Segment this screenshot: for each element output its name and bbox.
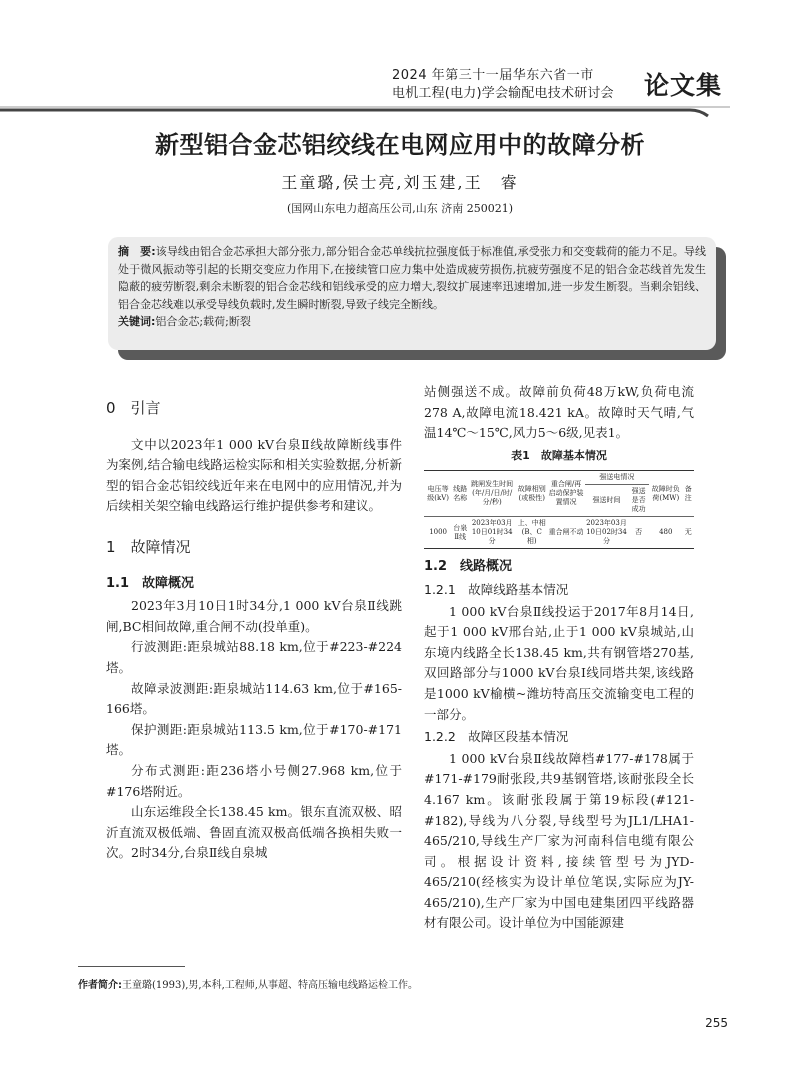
table-cell: 2023年03月10日01时34分 — [471, 519, 513, 546]
keywords-text: 铝合金芯;载荷;断裂 — [155, 315, 251, 329]
fault-section-paragraph: 1 000 kV台泉Ⅱ线故障档#177-#178属于#171-#179耐张段,共9基钢管塔,该耐张段全长4.167 km。该耐张段属于第19标段(#121-#182),导线为八分裂,导线型号为JL1/LHA1-465/210,导线生产厂家为河南科信电缆有限公司。根据设计资料,接续管型号为JYD-465/210(经核实为设计单位笔误,实际应为JY-465/210),生产厂家为中国电建集团四平线路器材有限公司。设计单位为中国能源建 — [424, 750, 694, 931]
traveling-wave-paragraph: 行波测距:距泉城站88.18 km,位于#223-#224塔。 — [106, 639, 402, 675]
abstract-box — [108, 237, 716, 350]
subsection-heading-line-overview: 1.2 线路概况 — [424, 559, 513, 575]
table-cell: 无 — [684, 528, 692, 537]
distributed-ranging-paragraph: 分布式测距:距236塔小号侧27.968 km,位于#176塔附近。 — [106, 762, 402, 799]
line-basics-paragraph: 1 000 kV台泉Ⅱ线投运于2017年8月14日,起于1 000 kV邢台站,止于1 000 kV泉城站,山东境内线路全长138.45 km,共有钢管塔270基,双回路部分与1000 kV台泉Ⅰ线同塔共架,该线路是1000 kV榆横~潍坊特高压交流输变电工程的一部分。 — [424, 603, 694, 722]
table-cell: 否 — [635, 528, 643, 537]
subsection-heading-fault-overview: 1.1 故障概况 — [106, 575, 195, 591]
author-affiliation: (国网山东电力超高压公司,山东 济南 250021) — [286, 202, 514, 215]
left-column — [106, 384, 402, 864]
table-header-fault-phase: 故障相别(或极性) — [517, 484, 546, 502]
table-subheader-success: 强送是否成功 — [628, 485, 649, 517]
intro-paragraph: 文中以2023年1 000 kV台泉Ⅱ线故障断线事件为案例,结合输电线路运检实际和相关实验数据,分析新型的铝合金芯铝绞线近年来在电网中的应用情况,并为后续相关架空输电线路运行维护提供参考和建议。 — [106, 436, 402, 514]
table-subheader-time: 强送时间 — [585, 485, 629, 517]
footnote-text: 王童璐(1993),男,本科,工程师,从事超、特高压输电线路运检工作。 — [122, 980, 418, 991]
footnote-rule — [78, 966, 185, 967]
keywords-label: 关键词: — [118, 315, 156, 329]
abstract-paragraph — [118, 243, 706, 313]
table-cell: 480 — [659, 528, 673, 537]
fault-event-paragraph: 2023年3月10日1时34分,1 000 kV台泉Ⅱ线跳闸,BC相间故障,重合闸不动(投单重)。 — [106, 598, 402, 634]
running-head-symposium: 电机工程(电力)学会输配电技术研讨会 — [392, 86, 614, 101]
dc-commutation-paragraph: 山东运维段全长138.45 km。银东直流双极、昭沂直流双极低端、鲁固直流双极高低端各换相失败一次。2时34分,台泉Ⅱ线自泉城 — [106, 804, 402, 861]
paper-title: 新型铝合金芯铝绞线在电网应用中的故障分析 — [155, 131, 645, 159]
subsubsection-heading-fault-section: 1.2.2 故障区段基本情况 — [424, 729, 569, 745]
section-heading-introduction: 0 引言 — [106, 399, 161, 417]
table-header-load: 故障时负荷(MW) — [651, 484, 680, 502]
table-header-trip-time: 跳闸发生时间(年/月/日/时/分/秒) — [471, 480, 514, 507]
running-head-collection: 论文集 — [643, 71, 722, 100]
header-rule — [0, 104, 800, 118]
page-number: 255 — [705, 1016, 728, 1030]
keywords-paragraph — [118, 313, 706, 331]
table-header-forced-energization: 强送电情况 — [599, 473, 635, 482]
table-row — [424, 517, 694, 549]
table-header-line-name: 线路名称 — [453, 484, 468, 502]
running-head — [392, 64, 722, 106]
table-cell: 1000 — [429, 528, 448, 537]
table-header-reclose: 重合闸/再启动保护装置情况 — [548, 480, 584, 507]
table-header-voltage: 电压等级(kV) — [427, 484, 449, 502]
fault-recorder-paragraph: 故障录波测距:距泉城站114.63 km,位于#165-166塔。 — [106, 680, 402, 717]
abstract-text: 该导线由铝合金芯承担大部分张力,部分铝合金芯单线抗拉强度低于标准值,承受张力和交变载荷的能力不足。导线处于微风振动等引起的长期交变应力作用下,在接续管口应力集中处造成疲劳损伤,抗疲劳强度不足的铝合金芯线首先发生隐蔽的疲劳断裂,剩余未断裂的铝合金芯线和铝线承受的应力增大,裂纹扩展速率迅速增加,进一步发生断裂。当剩余铝线、铝合金芯线难以承受导线负载时,发生瞬时断裂,导致子线完全断线。 — [118, 245, 706, 311]
table-cell: 2023年03月10日02时34分 — [586, 519, 627, 546]
table-header-remarks: 备注 — [684, 484, 692, 502]
abstract-label: 摘 要: — [118, 245, 156, 258]
author-list: 王童璐,侯士亮,刘玉建,王 睿 — [281, 173, 519, 192]
fault-load-paragraph: 站侧强送不成。故障前负荷48万kW,负荷电流278 A,故障电流18.421 kA。故障时天气晴,气温14℃～15℃,风力5～6级,见表1。 — [424, 384, 694, 441]
running-head-conference: 2024 年第三十一届华东六省一市 — [392, 68, 594, 83]
table-cell: 上、中相(B、C相) — [517, 519, 546, 546]
footnote-label: 作者简介: — [78, 980, 122, 991]
table-cell: 重合闸不动 — [548, 528, 584, 537]
table-caption: 表1 故障基本情况 — [511, 448, 607, 462]
fault-basic-table — [424, 470, 694, 549]
section-heading-fault-situation: 1 故障情况 — [106, 537, 191, 556]
table-cell: 台泉Ⅱ线 — [453, 523, 468, 541]
author-bio-footnote — [78, 976, 728, 991]
right-column — [424, 382, 694, 934]
protection-ranging-paragraph: 保护测距:距泉城站113.5 km,位于#170-#171塔。 — [106, 721, 402, 758]
subsubsection-heading-line-basics: 1.2.1 故障线路基本情况 — [424, 581, 569, 597]
